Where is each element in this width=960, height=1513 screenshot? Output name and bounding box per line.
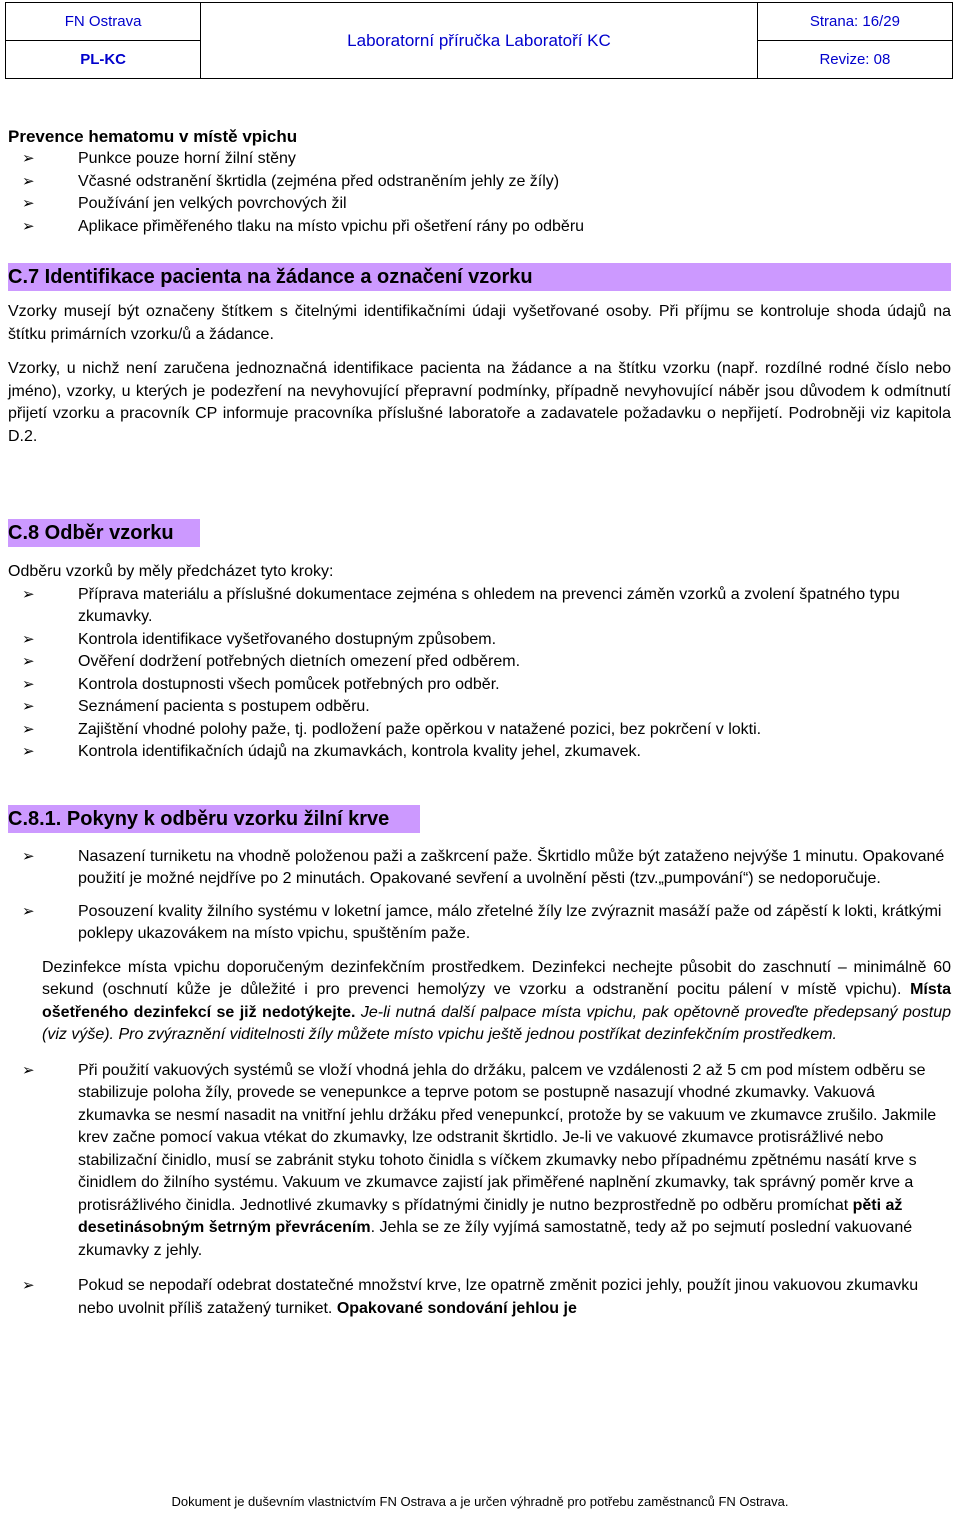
c81-list-3 xyxy=(8,1060,951,1263)
list-item: ➢ Při použití vakuových systémů se vloží vhodná jehla do držáku, palcem ve vzdálenosti 2 až 5 cm pod místem odběru se stabilizuje poloha žíly, provede se venepunkce a teprve potom se postupně nasazují vhodné zkumavky. Vakuová zkumavka se nesmí nasadit na vnitřní jehlu držáku před venepunkcí, protože by se vakuum ve zkumavce zrušilo. Jakmile krev začne pomocí vakua vtékat do zkumavky, lze odstranit škrtidlo. Je-li ve vakuové zkumavce protisrážlivé nebo stabilizační činidlo, musí se zabránit styku tohoto činidla s víčkem zkumavky nebo případnému zpětnému nasátí krve s činidlem do žilního systému. Vakuum ve zkumavce zajistí jak přiměřené naplnění zkumavky, tak správný poměr krve a protisrážlivého činidla. Jednotlivé zkumavky s přídatnými činidly je nutno bezprostředně po odběru promíchat pěti až desetinásobným šetrným převrácením. Jehla se ze žíly vyjímá samostatně, tedy až po sejmutí poslední vakuované zkumavky z jehly. xyxy=(22,1061,937,1259)
list-item: ➢ Používání jen velkých povrchových žil xyxy=(8,193,951,216)
list-item: ➢ Kontrola identifikačních údajů na zkumavkách, kontrola kvality jehel, zkumavek. xyxy=(8,741,951,764)
arrow-bullet-icon: ➢ xyxy=(22,902,35,920)
list-item: ➢ Posouzení kvality žilního systému v loketní jamce, málo zřetelné žíly lze zvýraznit masáží paže od zápěstí k lokti, krátkými poklepy ukazovákem na místo vpichu, spuštěním paže. xyxy=(22,902,942,942)
arrow-bullet-icon: ➢ xyxy=(22,630,35,648)
list-item: ➢ Pokud se nepodaří odebrat dostatečné množství krve, lze opatrně změnit pozici jehly, použít jinou vakuovou zkumavku nebo uvolnit příliš zatažený turniket. Opakované sondování jehlou je xyxy=(22,1277,919,1317)
arrow-bullet-icon: ➢ xyxy=(22,847,35,865)
arrow-bullet-icon: ➢ xyxy=(22,172,35,190)
c81-list-4 xyxy=(8,1275,951,1320)
list-item: ➢ Nasazení turniketu na vhodně položenou paži a zaškrcení paže. Škrtidlo může být zataženo nejvýše 1 minutu. Opakované použití je možné nejdříve po 2 minutách. Opakované sevření a uvolnění pěsti (tzv.„pumpování“) se nedoporučuje. xyxy=(22,847,945,887)
list-item: ➢ Příprava materiálu a příslušné dokumentace zejména s ohledem na prevenci záměn vzorků a zvolení špatného typu zkumavky. xyxy=(22,585,900,625)
c81-list-1 xyxy=(8,846,951,891)
arrow-bullet-icon: ➢ xyxy=(22,195,35,212)
arrow-bullet-icon: ➢ xyxy=(22,1277,35,1294)
arrow-bullet-icon: ➢ xyxy=(22,675,35,693)
arrow-bullet-icon: ➢ xyxy=(22,585,35,603)
list-item: ➢ Punkce pouze horní žilní stěny xyxy=(8,148,951,171)
c8-list xyxy=(8,584,951,764)
list-item: ➢ Aplikace přiměřeného tlaku na místo vpichu při ošetření rány po odběru xyxy=(8,216,951,239)
list-item: ➢ Kontrola identifikace vyšetřovaného dostupným způsobem. xyxy=(8,629,951,652)
header-page: Strana: 16/29 xyxy=(757,3,952,41)
prevence-title: Prevence hematomu v místě vpichu xyxy=(8,127,298,146)
header-title: Laboratorní příručka Laboratoří KC xyxy=(201,3,758,79)
list-item: ➢ Zajištění vhodné polohy paže, tj. podložení paže opěrkou v natažené pozici, bez pokrčení v lokti. xyxy=(8,719,951,742)
arrow-bullet-icon: ➢ xyxy=(22,150,35,167)
arrow-bullet-icon: ➢ xyxy=(22,720,35,738)
disinfection-paragraph: Dezinfekce místa vpichu doporučeným dezinfekčním prostředkem. Dezinfekci nechejte působit do zaschnutí – minimálně 60 sekund (oschnutí kůže je důležité i pro prevenci hemolýzy ve vzorku a odstranění pocitu pálení v místě vpichu). Místa ošetřeného dezinfekcí se již nedotýkejte. Je-li nutná další palpace místa vpichu, pak opětovně proveďte předepsaný postup (viz výše). Pro zvýraznění viditelnosti žíly můžete místo vpichu ještě jednou postříkat dezinfekčním prostředkem. xyxy=(42,958,951,1043)
list-item: ➢ Ověření dodržení potřebných dietních omezení před odběrem. xyxy=(8,651,951,674)
section-heading-c8: C.8 Odběr vzorku xyxy=(8,519,200,547)
arrow-bullet-icon: ➢ xyxy=(22,653,35,670)
c8-intro: Odběru vzorků by měly předcházet tyto kroky: xyxy=(8,563,334,580)
c7-paragraph-1: Vzorky musejí být označeny štítkem s čitelnými identifikačními údaji vyšetřované osoby. Při příjmu se kontroluje shoda údajů na štítku primárních vzorku/ů a žádance. xyxy=(8,303,951,343)
header-dept: PL-KC xyxy=(6,41,201,79)
prevence-list xyxy=(8,148,951,238)
list-item: ➢ Kontrola dostupnosti všech pomůcek potřebných pro odběr. xyxy=(8,674,951,697)
c81-list-2 xyxy=(8,901,951,946)
section-heading-c7: C.7 Identifikace pacienta na žádance a označení vzorku xyxy=(8,263,951,291)
page-footer: Dokument je duševním vlastnictvím FN Ostrava a je určen výhradně pro potřebu zaměstnanců FN Ostrava. xyxy=(171,1494,789,1509)
c7-paragraph-2: Vzorky, u nichž není zaručena jednoznačná identifikace pacienta na žádance a na štítku vzorku (např. rozdílné rodné číslo nebo jméno), vzorky, u kterých je podezření na nevyhovující přepravní podmínky, případně nevyhovující náběr jsou důvodem k odmítnutí přijetí vzorku a pracovník CP informuje pracovníka příslušné laboratoře a zadavatele požadavku o nepřijetí. Podrobněji viz kapitola D.2. xyxy=(8,360,951,445)
header-revision: Revize: 08 xyxy=(757,41,952,79)
section-heading-c81: C.8.1. Pokyny k odběru vzorku žilní krve xyxy=(8,805,420,833)
arrow-bullet-icon: ➢ xyxy=(22,217,35,235)
list-item: ➢ Včasné odstranění škrtidla (zejména před odstraněním jehly ze žíly) xyxy=(8,171,951,194)
document-header xyxy=(5,2,953,79)
arrow-bullet-icon: ➢ xyxy=(22,1061,35,1079)
arrow-bullet-icon: ➢ xyxy=(22,698,35,715)
arrow-bullet-icon: ➢ xyxy=(22,743,35,760)
header-org: FN Ostrava xyxy=(6,3,201,41)
list-item: ➢ Seznámení pacienta s postupem odběru. xyxy=(8,696,951,719)
document-body xyxy=(8,126,951,1320)
